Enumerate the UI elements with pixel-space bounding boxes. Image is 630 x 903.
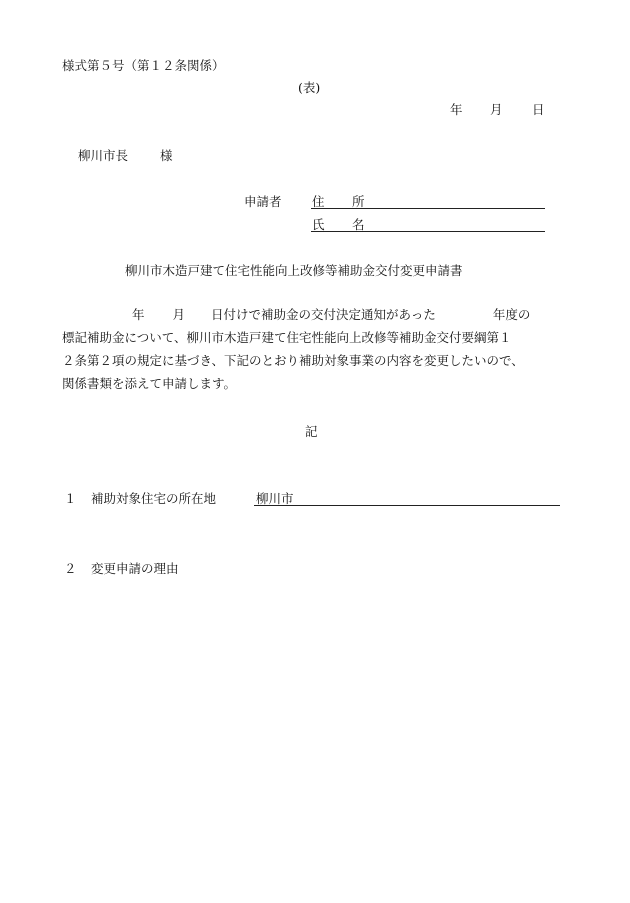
address-label-2: 所 (352, 194, 365, 209)
form-number: 様式第５号（第１２条関係） (62, 58, 225, 73)
addressee-name: 柳川市長 (78, 148, 129, 163)
body-line-2: 標記補助金について、柳川市木造戸建て住宅性能向上改修等補助金交付要綱第１ (62, 330, 512, 345)
address-underline (311, 208, 545, 209)
body-line-1 (62, 303, 562, 326)
date-month: 月 (490, 102, 503, 117)
body-seg-a: 日付けで補助金の交付決定通知があった (211, 307, 436, 322)
body-line-3: ２条第２項の規定に基づき、下記のとおり補助対象事業の内容を変更したいので、 (62, 353, 524, 368)
body-seg-b: 年度の (492, 307, 531, 322)
name-label-2: 名 (352, 217, 365, 232)
body-line-4: 関係書類を添えて申請します。 (62, 376, 237, 391)
item-1-value: 柳川市 (256, 491, 294, 506)
document-title: 柳川市木造戸建て住宅性能向上改修等補助金交付変更申請書 (125, 263, 463, 278)
ki-heading: 記 (305, 424, 318, 439)
addressee-honorific: 様 (160, 148, 173, 163)
date-year: 年 (450, 102, 463, 117)
item-1-underline (254, 505, 560, 506)
item-2-label: 変更申請の理由 (91, 561, 179, 576)
body-month: 月 (172, 307, 186, 322)
name-label-1: 氏 (312, 217, 325, 232)
side-label: (表) (298, 80, 321, 95)
body-year: 年 (132, 307, 145, 322)
applicant-label: 申請者 (244, 194, 282, 209)
item-1-label: 補助対象住宅の所在地 (91, 491, 217, 506)
address-label-1: 住 (312, 194, 325, 209)
body-paragraph (62, 303, 562, 395)
item-1-number: １ (64, 491, 77, 506)
name-underline (311, 231, 545, 232)
item-2-number: ２ (64, 561, 77, 576)
date-day: 日 (532, 102, 545, 117)
